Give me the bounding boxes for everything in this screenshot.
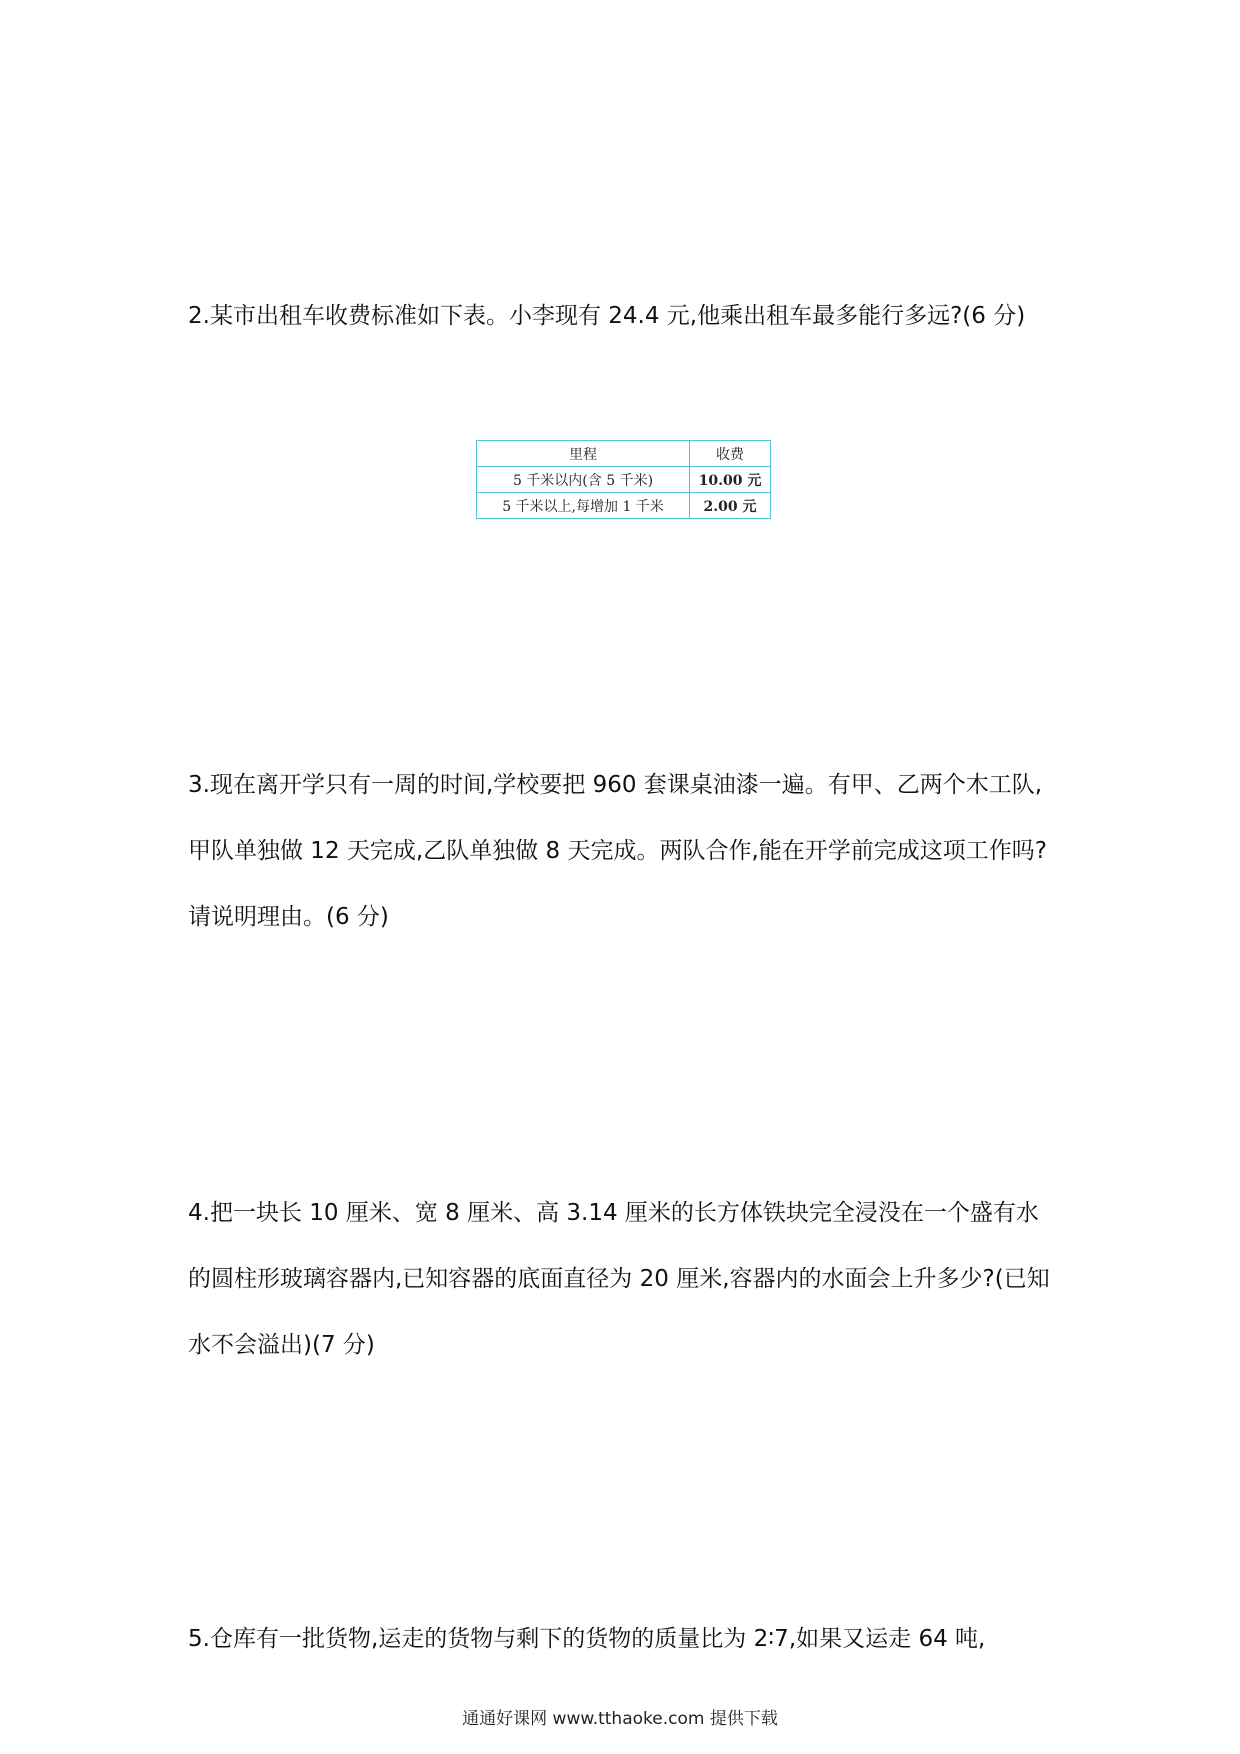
taxi-fare-table xyxy=(476,440,771,519)
row2-mileage: 5 千米以上,每增加 1 千米 xyxy=(477,493,690,519)
row1-fee: 10.00 元 xyxy=(690,467,771,493)
table-row xyxy=(477,467,771,493)
table-row xyxy=(477,493,771,519)
question-4: 4.把一块长 10 厘米、宽 8 厘米、高 3.14 厘米的长方体铁块完全浸没在一个盛有水的圆柱形玻璃容器内,已知容器的底面直径为 20 厘米,容器内的水面会上升多少?(已知水不会溢出)(7 分) xyxy=(188,1200,1050,1358)
header-fee: 收费 xyxy=(690,441,771,467)
footer-download-note: 通通好课网 www.tthaoke.com 提供下载 xyxy=(462,1709,778,1729)
question-3: 3.现在离开学只有一周的时间,学校要把 960 套课桌油漆一遍。有甲、乙两个木工队,甲队单独做 12 天完成,乙队单独做 8 天完成。两队合作,能在开学前完成这项工作吗?请说明理由。(6 分) xyxy=(188,772,1047,930)
header-mileage: 里程 xyxy=(477,441,690,467)
row1-mileage: 5 千米以内(含 5 千米) xyxy=(477,467,690,493)
table-header-row xyxy=(477,441,771,467)
question-2: 2.某市出租车收费标准如下表。小李现有 24.4 元,他乘出租车最多能行多远?(6 分) xyxy=(188,303,1026,329)
question-5: 5.仓库有一批货物,运走的货物与剩下的货物的质量比为 2∶7,如果又运走 64 吨, xyxy=(188,1626,986,1652)
row2-fee: 2.00 元 xyxy=(690,493,771,519)
